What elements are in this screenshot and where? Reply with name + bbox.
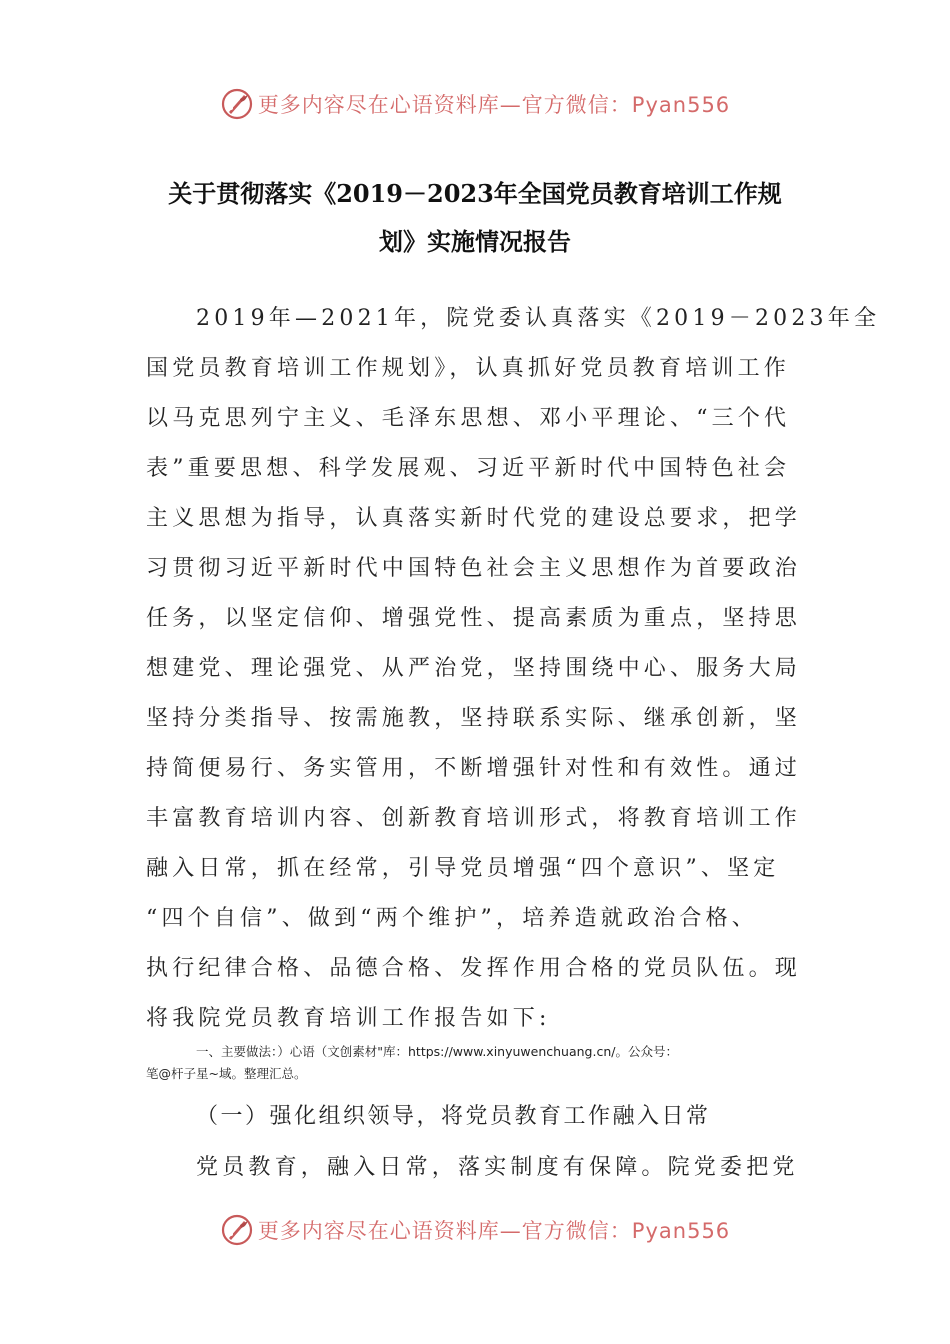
header-watermark-banner — [0, 84, 950, 124]
document-title-line-2: 划》实施情况报告 — [379, 227, 571, 256]
body-line: 任务，以坚定信仰、增强党性、提高素质为重点，坚持思 — [146, 606, 802, 631]
section-1-first-line: 党员教育，融入日常，落实制度有保障。院党委把党 — [196, 1155, 799, 1180]
footer-watermark-banner — [0, 1210, 950, 1250]
body-line: 以马克思列宁主义、毛泽东思想、邓小平理论、“三个代 — [146, 406, 791, 431]
body-line: 坚持分类指导、按需施教，坚持联系实际、继承创新，坚 — [146, 706, 802, 731]
body-line: 习贯彻习近平新时代中国特色社会主义思想作为首要政治 — [146, 556, 802, 581]
document-title-line-1: 关于贯彻落实《2019－2023年全国党员教育培训工作规 — [168, 179, 782, 208]
body-line: 2019年—2021年，院党委认真落实《2019－2023年全 — [196, 306, 881, 331]
quill-circle-icon — [220, 87, 254, 121]
body-line: 主义思想为指导，认真落实新时代党的建设总要求，把学 — [146, 506, 802, 531]
source-note-line-2: 笔@杆子星~域。整理汇总。 — [146, 1066, 307, 1081]
body-line: 想建党、理论强党、从严治党，坚持围绕中心、服务大局 — [146, 656, 802, 681]
body-line: 国党员教育培训工作规划》，认真抓好党员教育培训工作 — [146, 356, 791, 381]
body-line: 融入日常，抓在经常，引导党员增强“四个意识”、坚定 — [146, 856, 780, 881]
quill-circle-icon — [220, 1213, 254, 1247]
source-note-line-1: 一、主要做法：）心语（文创素材"库：https://www.xinyuwenchuang.cn/。公众号： — [196, 1044, 678, 1059]
body-line: “四个自信”、做到“两个维护”，培养造就政治合格、 — [146, 906, 758, 931]
body-line: 将我院党员教育培训工作报告如下: — [146, 1006, 551, 1031]
footer-watermark-text: 更多内容尽在心语资料库—官方微信：Pyan556 — [257, 1219, 731, 1243]
section-heading-1: （一）强化组织领导，将党员教育工作融入日常 — [196, 1104, 711, 1129]
body-line: 丰富教育培训内容、创新教育培训形式，将教育培训工作 — [146, 806, 802, 831]
header-watermark-text: 更多内容尽在心语资料库—官方微信：Pyan556 — [257, 93, 731, 117]
body-line: 执行纪律合格、品德合格、发挥作用合格的党员队伍。现 — [146, 956, 802, 981]
body-line: 表”重要思想、科学发展观、习近平新时代中国特色社会 — [146, 456, 791, 481]
body-line: 持简便易行、务实管用，不断增强针对性和有效性。通过 — [146, 756, 802, 781]
